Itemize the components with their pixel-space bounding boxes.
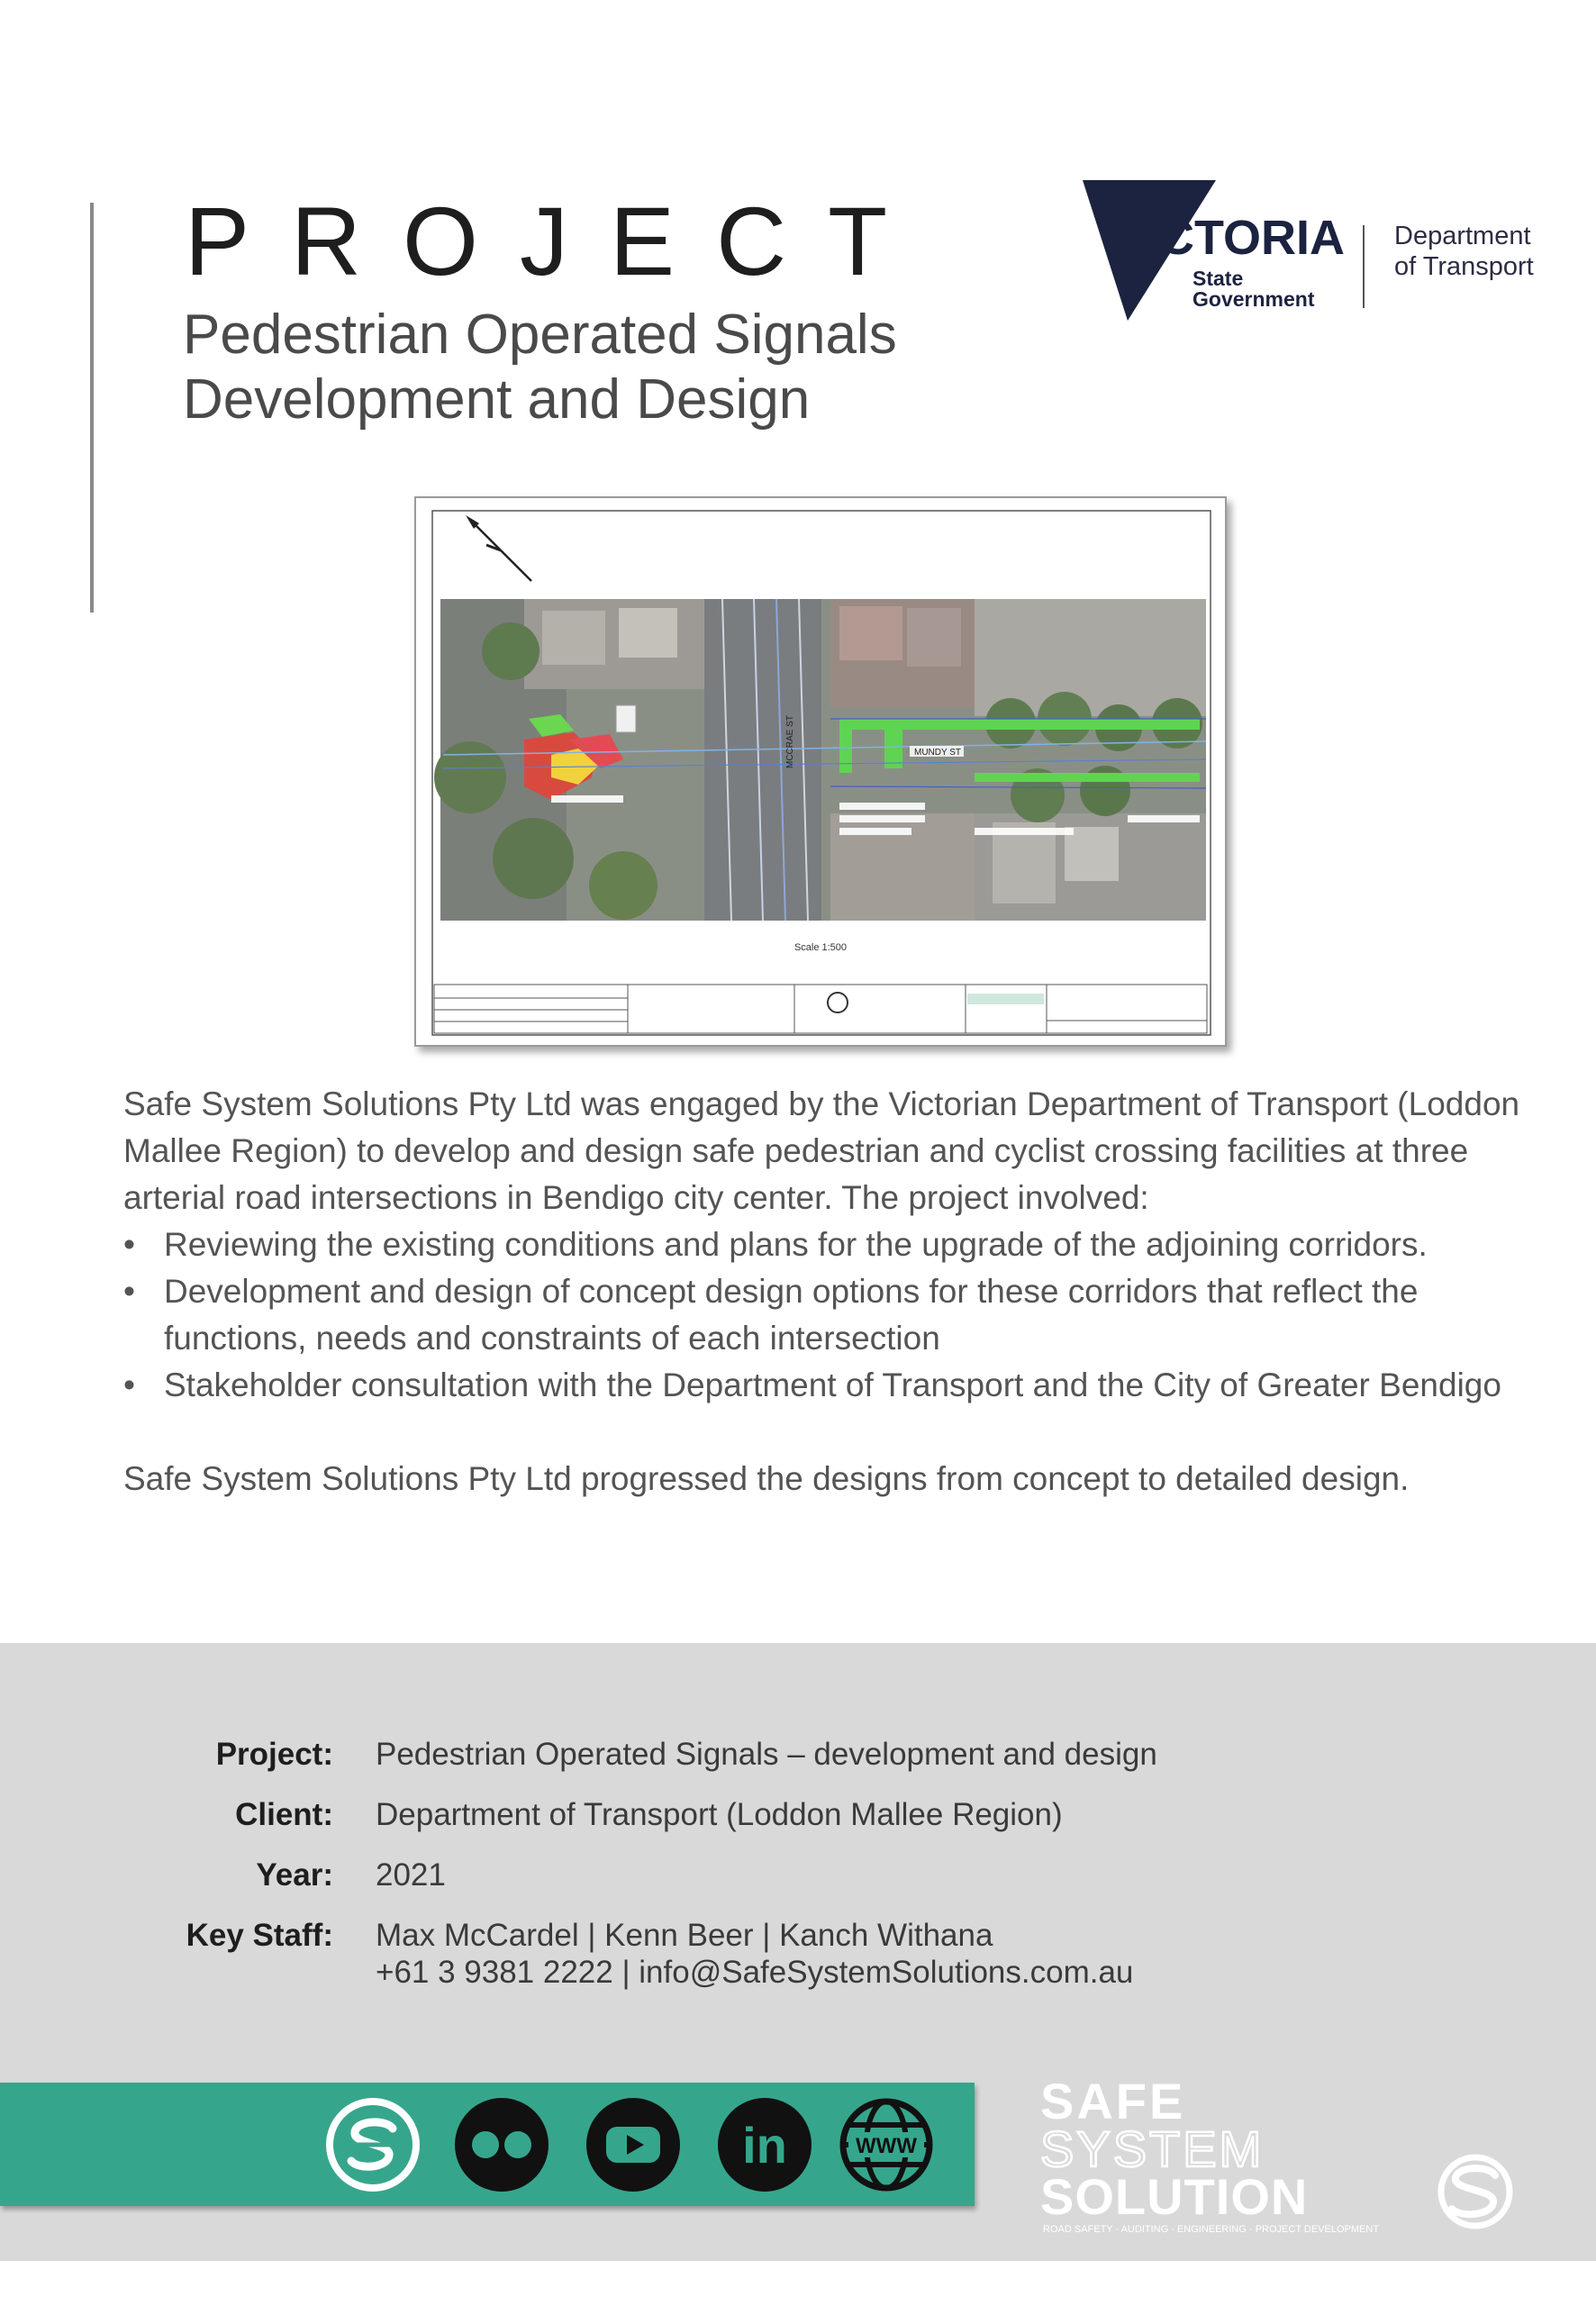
victoria-wordmark: VICTORIA — [1113, 211, 1346, 265]
project-scope-list — [123, 1221, 1528, 1409]
staff-value: Max McCardel | Kenn Beer | Kanch Withana — [376, 1918, 993, 1953]
list-item: • Stakeholder consultation with the Department of Transport and the City of Greater Bendigo — [123, 1362, 1528, 1409]
project-kicker: PROJECT — [185, 186, 929, 295]
logo-divider — [1363, 225, 1365, 308]
list-item: • Reviewing the existing conditions and plans for the upgrade of the adjoining corridors. — [123, 1221, 1528, 1268]
website-globe-icon[interactable] — [838, 2096, 935, 2193]
design-drawing — [414, 496, 1227, 1047]
state-word: State — [1192, 267, 1244, 290]
client-value: Department of Transport (Loddon Mallee Region) — [376, 1797, 1063, 1832]
www-text: WWW — [856, 2134, 917, 2158]
brand-line-3: SOLUTION — [1040, 2168, 1309, 2225]
aerial-map — [434, 599, 1206, 921]
department-name — [1394, 221, 1534, 282]
client-label: Client: — [235, 1797, 333, 1832]
accent-bar — [90, 203, 94, 613]
brand-s-mark-icon — [1441, 2157, 1510, 2226]
drawing-scale: Scale 1:500 — [793, 942, 848, 953]
closing-paragraph: Safe System Solutions Pty Ltd progressed the designs from concept to detailed design. — [123, 1460, 1410, 1497]
intro-paragraph: Safe System Solutions Pty Ltd was engaged by the Victorian Department of Transport (Loddon Mallee Region) to develop and design safe pedestrian and cyclist crossing facilities at three arterial road intersections in Bendigo city center. The project involved: — [123, 1085, 1520, 1216]
project-label: Project: — [215, 1737, 333, 1772]
year-label: Year: — [256, 1857, 333, 1893]
linkedin-icon[interactable] — [716, 2096, 813, 2193]
title-line-2: Development and Design — [183, 368, 811, 431]
road-label: MCCRAE ST — [785, 715, 795, 768]
page-title — [183, 303, 897, 432]
list-item: • Development and design of concept design options for these corridors that reflect the functions, needs and constraints of each intersection — [123, 1268, 1528, 1362]
brand-line-1: SAFE — [1040, 2073, 1186, 2129]
staff-label: Key Staff: — [186, 1918, 333, 1953]
bottom-margin — [0, 2261, 1596, 2306]
dept-line-1: Department — [1394, 222, 1531, 250]
youtube-icon[interactable] — [585, 2096, 682, 2193]
flickr-icon[interactable] — [453, 2096, 550, 2193]
brand-tagline: ROAD SAFETY · AUDITING · ENGINEERING · PROJECT DEVELOPMENT — [1043, 2224, 1380, 2234]
year-value: 2021 — [376, 1857, 446, 1893]
safe-system-solutions-logo — [1036, 2072, 1522, 2234]
title-line-1: Pedestrian Operated Signals — [183, 304, 897, 366]
brand-line-2: SYSTEM — [1040, 2120, 1265, 2177]
safe-system-solutions-icon[interactable] — [324, 2096, 422, 2193]
government-word: Government — [1192, 287, 1315, 311]
project-description — [123, 1081, 1528, 1503]
linkedin-text: in — [742, 2117, 787, 2174]
project-value: Pedestrian Operated Signals – development and design — [376, 1737, 1157, 1772]
dept-line-2: of Transport — [1394, 252, 1534, 281]
street-label: MUNDY ST — [914, 748, 962, 758]
contact-value: +61 3 9381 2222 | info@SafeSystemSolutions.com.au — [376, 1955, 1134, 1990]
